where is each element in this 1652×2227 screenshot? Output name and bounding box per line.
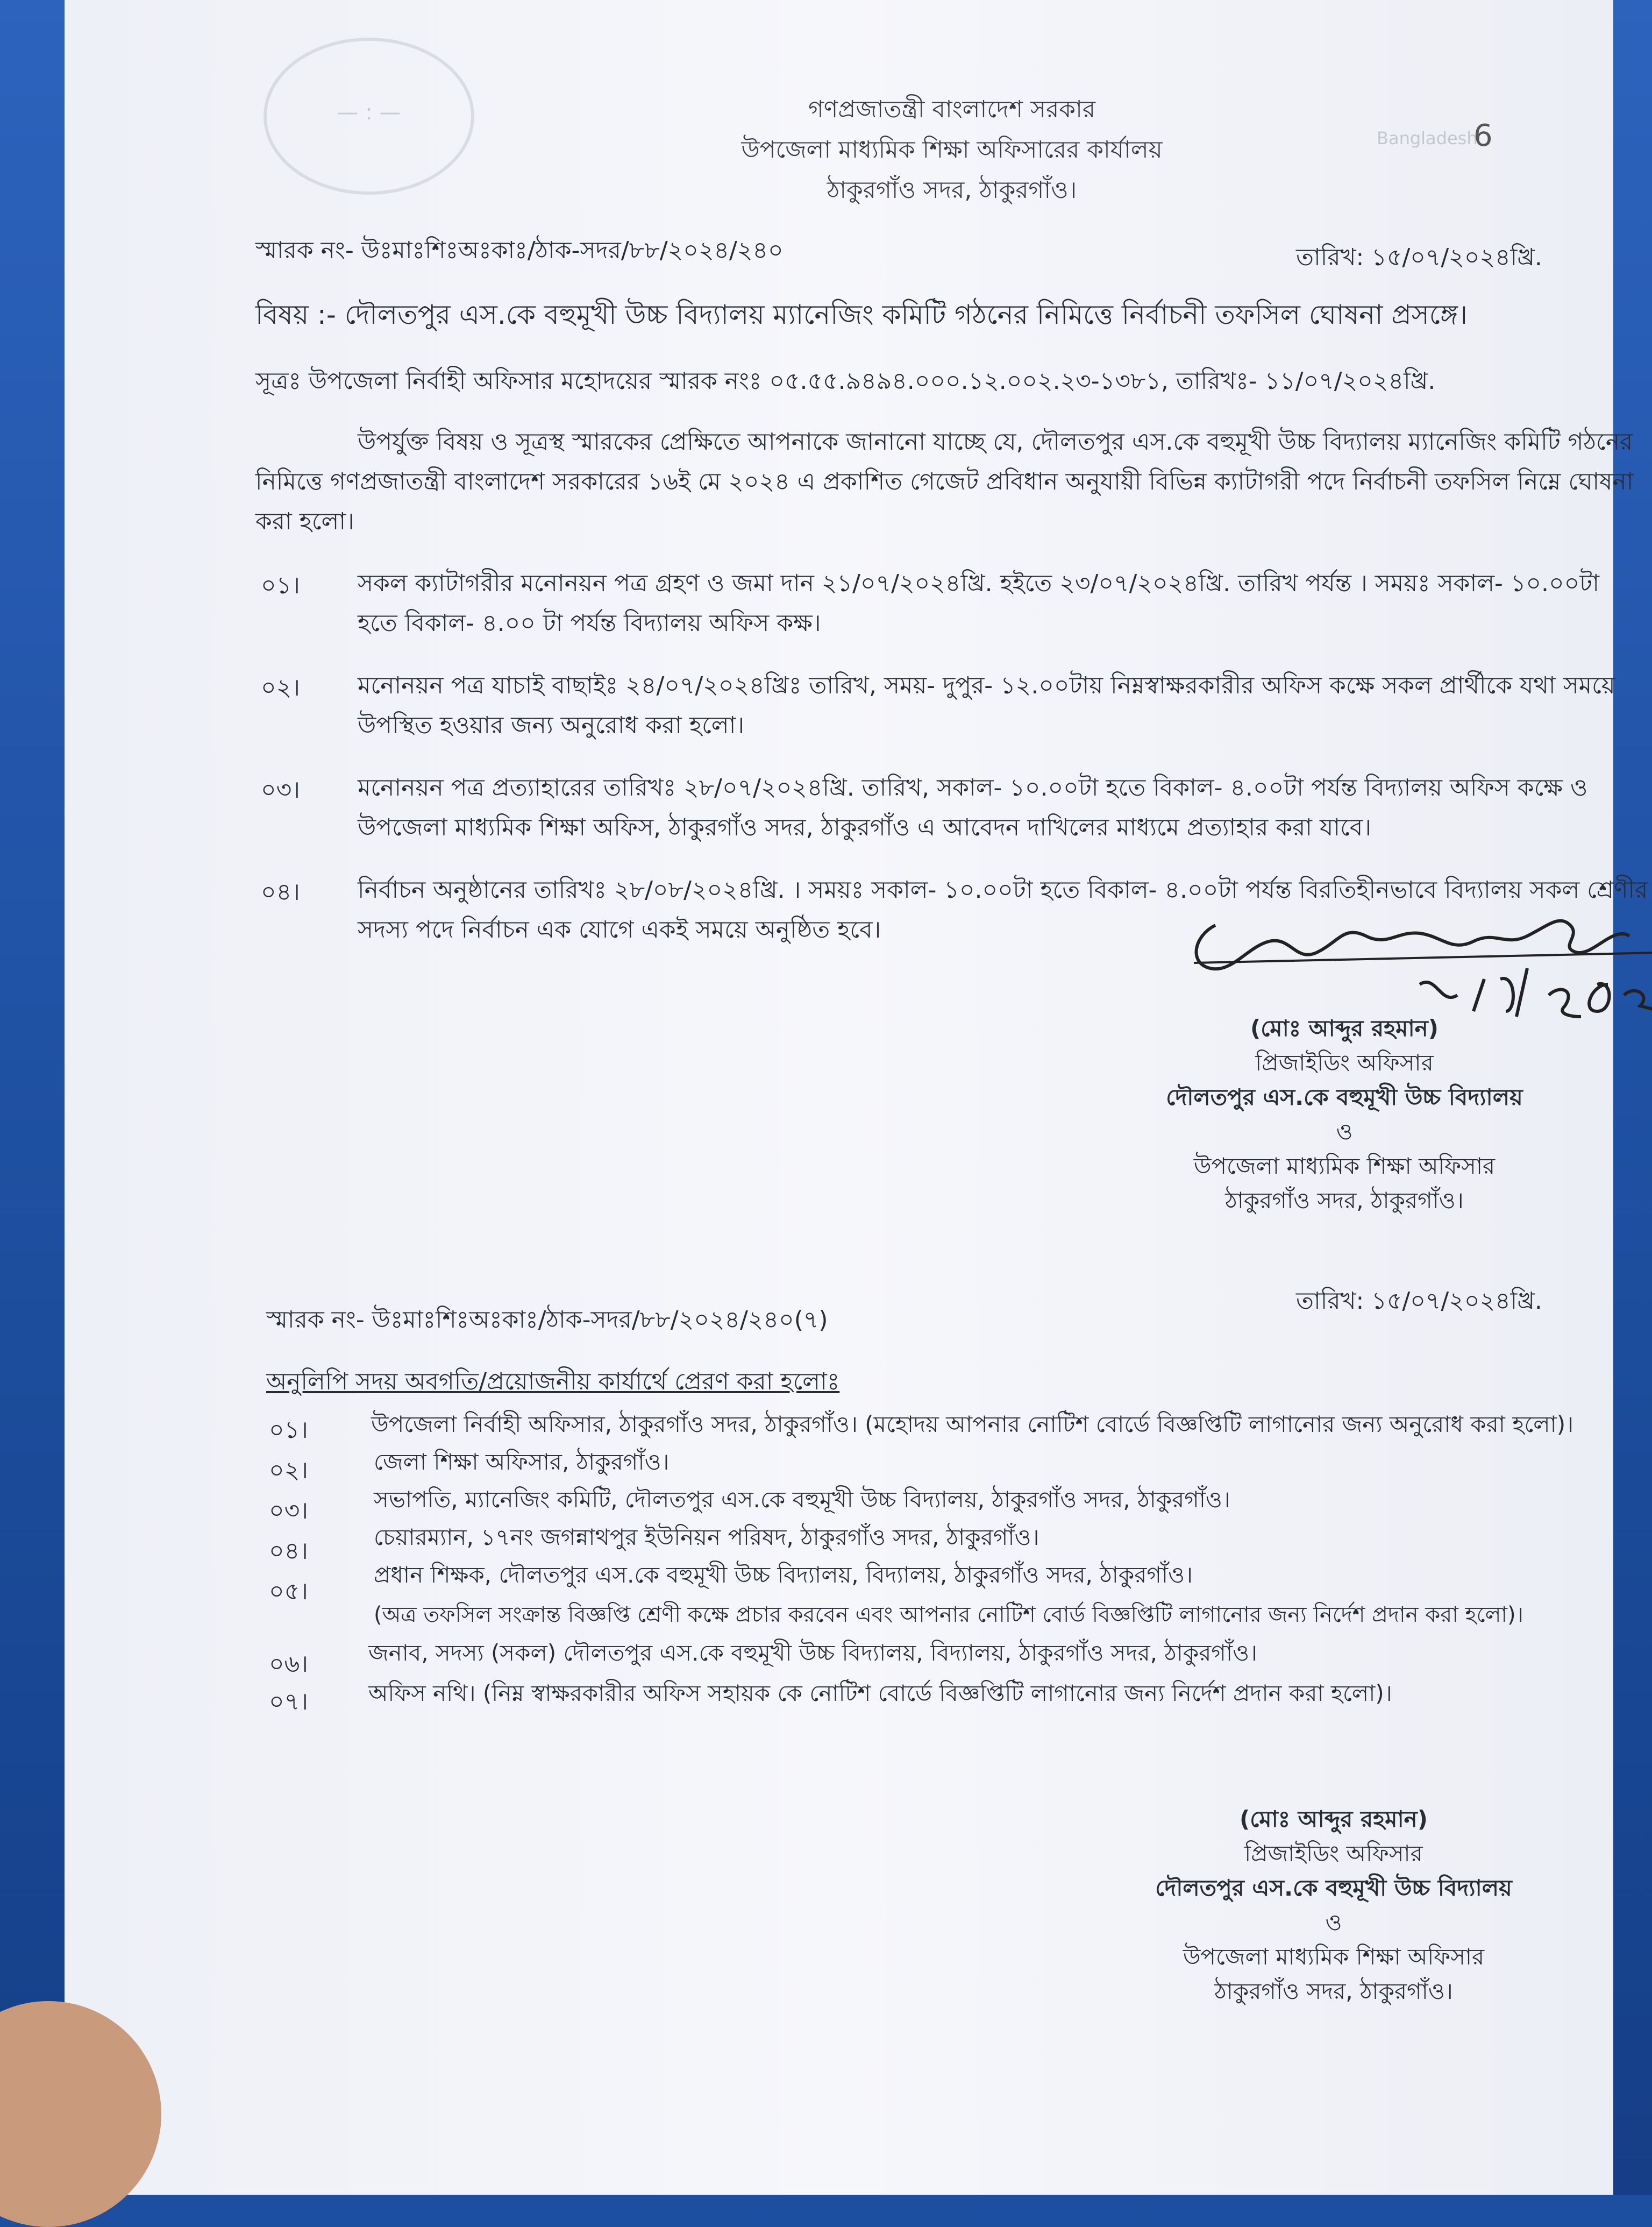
item-number: ০২। [261, 674, 300, 701]
item-number: ০১। [261, 572, 300, 599]
corner-mark: 6 [1473, 118, 1493, 153]
signer-office: উপজেলা মাধ্যমিক শিক্ষা অফিসার [1193, 1153, 1496, 1179]
item-text: সকল ক্যাটাগরীর মনোনয়ন পত্র গ্রহণ ও জমা দান ২১/০৭/২০২৪খ্রি. হইতে ২৩/০৭/২০২৪খ্রি. তারিখ পর্যন্ত । সময়ঃ সকাল- ১০.০০টা হতে বিকাল- ৪.০০ টা পর্যন্ত বিদ্যালয় অফিস কক্ষ। [358, 570, 1599, 637]
signer-place: ঠাকুরগাঁও সদর, ঠাকুরগাঁও। [1225, 1187, 1464, 1214]
memo-date: তারিখ: ১৫/০৭/২০২৪খ্রি. [1296, 244, 1542, 271]
signer2-name: (মোঃ আব্দুর রহমান) [1240, 1806, 1428, 1832]
copy-item-text: চেয়ারম্যান, ১৭নং জগন্নাথপুর ইউনিয়ন পরিষদ, ঠাকুরগাঁও সদর, ঠাকুরগাঁও। [374, 1524, 1039, 1550]
signer-title: প্রিজাইডিং অফিসার [1255, 1049, 1434, 1076]
signer-block [1076, 1011, 1613, 1218]
signer2-school: দৌলতপুর এস.কে বহুমূখী উচ্চ বিদ্যালয় [1155, 1875, 1512, 1901]
copy-item-number: ০৫। [269, 1578, 308, 1605]
watermark-text: Bangladesh [1377, 128, 1478, 148]
header-line-1: গণপ্রজাতন্ত্রী বাংলাদেশ সরকার [808, 96, 1096, 123]
memo-source: সূত্রঃ উপজেলা নির্বাহী অফিসার মহোদয়ের স্মারক নংঃ ০৫.৫৫.৯৪৯৪.০০০.১২.০০২.২৩-১৩৮১, তারিখঃ- ১১/০৭/২০২৪খ্রি. [255, 367, 1436, 395]
copy-item-number: ০৩। [269, 1497, 308, 1524]
signer2-office: উপজেলা মাধ্যমিক শিক্ষা অফিসার [1183, 1944, 1485, 1970]
signer2-title: প্রিজাইডিং অফিসার [1244, 1840, 1423, 1867]
copy-item-number: ০৪। [269, 1537, 308, 1565]
copy-item-text: প্রধান শিক্ষক, দৌলতপুর এস.কে বহুমূখী উচ্চ বিদ্যালয়, বিদ্যালয়, ঠাকুরগাঁও সদর, ঠাকুরগাঁও। [374, 1562, 1193, 1588]
copy-item-number: ০৭। [269, 1688, 308, 1715]
copy-item-note: (অত্র তফসিল সংক্রান্ত বিজ্ঞপ্তি শ্রেণী কক্ষে প্রচার করবেন এবং আপনার নোটিশ বোর্ড বিজ্ঞপ্তিটি লাগানোর জন্য নির্দেশ প্রদান করা হলো)। [374, 1602, 1523, 1627]
copy-date: তারিখ: ১৫/০৭/২০২৪খ্রি. [1296, 1287, 1542, 1315]
copy-item-text: উপজেলা নির্বাহী অফিসার, ঠাকুরগাঁও সদর, ঠাকুরগাঁও। (মহোদয় আপনার নোটিশ বোর্ডে বিজ্ঞপ্তিটি লাগানোর জন্য অনুরোধ করা হলো)। [371, 1411, 1574, 1437]
office-seal [264, 38, 474, 195]
memo-subject: বিষয় :- দৌলতপুর এস.কে বহুমূখী উচ্চ বিদ্যালয় ম্যানেজিং কমিটি গঠনের নিমিত্তে নির্বাচনী তফসিল ঘোষনা প্রসঙ্গে। [255, 299, 1468, 330]
copy-ref: স্মারক নং- উঃমাঃশিঃঅঃকাঃ/ঠাক-সদর/৮৮/২০২৪/২৪০(৭) [266, 1306, 828, 1334]
header-line-2: উপজেলা মাধ্যমিক শিক্ষা অফিসারের কার্যালয় [741, 136, 1163, 164]
item-number: ০৩। [261, 776, 300, 804]
memo-ref: স্মারক নং- উঃমাঃশিঃঅঃকাঃ/ঠাক-সদর/৮৮/২০২৪/২৪০ [255, 237, 784, 264]
signer-name: (মোঃ আব্দুর রহমান) [1250, 1015, 1439, 1041]
copy-item-number: ০২। [269, 1457, 308, 1484]
copy-item-number: ০৬। [269, 1650, 308, 1678]
copy-heading: অনুলিপি সদয় অবগতি/প্রয়োজনীয় কার্যার্থে প্রেরণ করা হলোঃ [266, 1368, 840, 1395]
item-number: ০৪। [261, 878, 300, 906]
signer2-place: ঠাকুরগাঁও সদর, ঠাকুরগাঁও। [1214, 1978, 1453, 2004]
item-text: নির্বাচন অনুষ্ঠানের তারিখঃ ২৮/০৮/২০২৪খ্রি. । সময়ঃ সকাল- ১০.০০টা হতে বিকাল- ৪.০০টা পর্যন্ত বিরতিহীনভাবে বিদ্যালয় সকল শ্রেণীর সদস্য পদে নির্বাচন এক যোগে একই সময়ে অনুষ্ঠিত হবে। [358, 876, 1648, 944]
seal-text: — : — [337, 100, 401, 125]
copy-item-number: ০১। [269, 1416, 308, 1444]
copy-item-text: জেলা শিক্ষা অফিসার, ঠাকুরগাঁও। [374, 1449, 670, 1475]
item-text: মনোনয়ন পত্র প্রত্যাহারের তারিখঃ ২৮/০৭/২০২৪খ্রি. তারিখ, সকাল- ১০.০০টা হতে বিকাল- ৪.০০টা পর্যন্ত বিদ্যালয় অফিস কক্ষে ও উপজেলা মাধ্যমিক শিক্ষা অফিস, ঠাকুরগাঁও সদর, ঠাকুরগাঁও এ আবেদন দাখিলের মাধ্যমে প্রত্যাহার করা যাবে। [358, 774, 1588, 841]
header-line-3: ঠাকুরগাঁও সদর, ঠাকুরগাঁও। [827, 176, 1077, 204]
signer-and: ও [1336, 1118, 1353, 1145]
signer-block-2 [1065, 1802, 1603, 2009]
copy-item-text: অফিস নথি। (নিম্ন স্বাক্ষরকারীর অফিস সহায়ক কে নোটিশ বোর্ডে বিজ্ঞপ্তিটি লাগানোর জন্য নির্দেশ প্রদান করা হলো)। [368, 1680, 1392, 1706]
signer2-and: ও [1325, 1909, 1342, 1935]
copy-item-text: সভাপতি, ম্যানেজিং কমিটি, দৌলতপুর এস.কে বহুমূখী উচ্চ বিদ্যালয়, ঠাকুরগাঁও সদর, ঠাকুরগাঁও। [374, 1486, 1230, 1513]
copy-item-text: জনাব, সদস্য (সকল) দৌলতপুর এস.কে বহুমূখী উচ্চ বিদ্যালয়, বিদ্যালয়, ঠাকুরগাঁও সদর, ঠাকুরগাঁও। [368, 1640, 1258, 1666]
document-page [65, 0, 1648, 2195]
memo-body: উপর্যুক্ত বিষয় ও সূত্রস্থ স্মারকের প্রেক্ষিতে আপনাকে জানানো যাচ্ছে যে, দৌলতপুর এস.কে বহুমূখী উচ্চ বিদ্যালয় ম্যানেজিং কমিটি গঠনের নিমিত্তে গণপ্রজাতন্ত্রী বাংলাদেশ সরকারের ১৬ই মে ২০২৪ এ প্রকাশিত গেজেট প্রবিধান অনুযায়ী বিভিন্ন ক্যাটাগরী পদে নির্বাচনী তফসিল নিম্নে ঘোষনা করা হলো। [255, 428, 1634, 535]
signer-school: দৌলতপুর এস.কে বহুমূখী উচ্চ বিদ্যালয় [1166, 1084, 1523, 1110]
item-text: মনোনয়ন পত্র যাচাই বাছাইঃ ২৪/০৭/২০২৪খ্রিঃ তারিখ, সময়- দুপুর- ১২.০০টায় নিম্নস্বাক্ষরকারীর অফিস কক্ষে সকল প্রার্থীকে যথা সময়ে উপস্থিত হওয়ার জন্য অনুরোধ করা হলো। [358, 672, 1615, 739]
